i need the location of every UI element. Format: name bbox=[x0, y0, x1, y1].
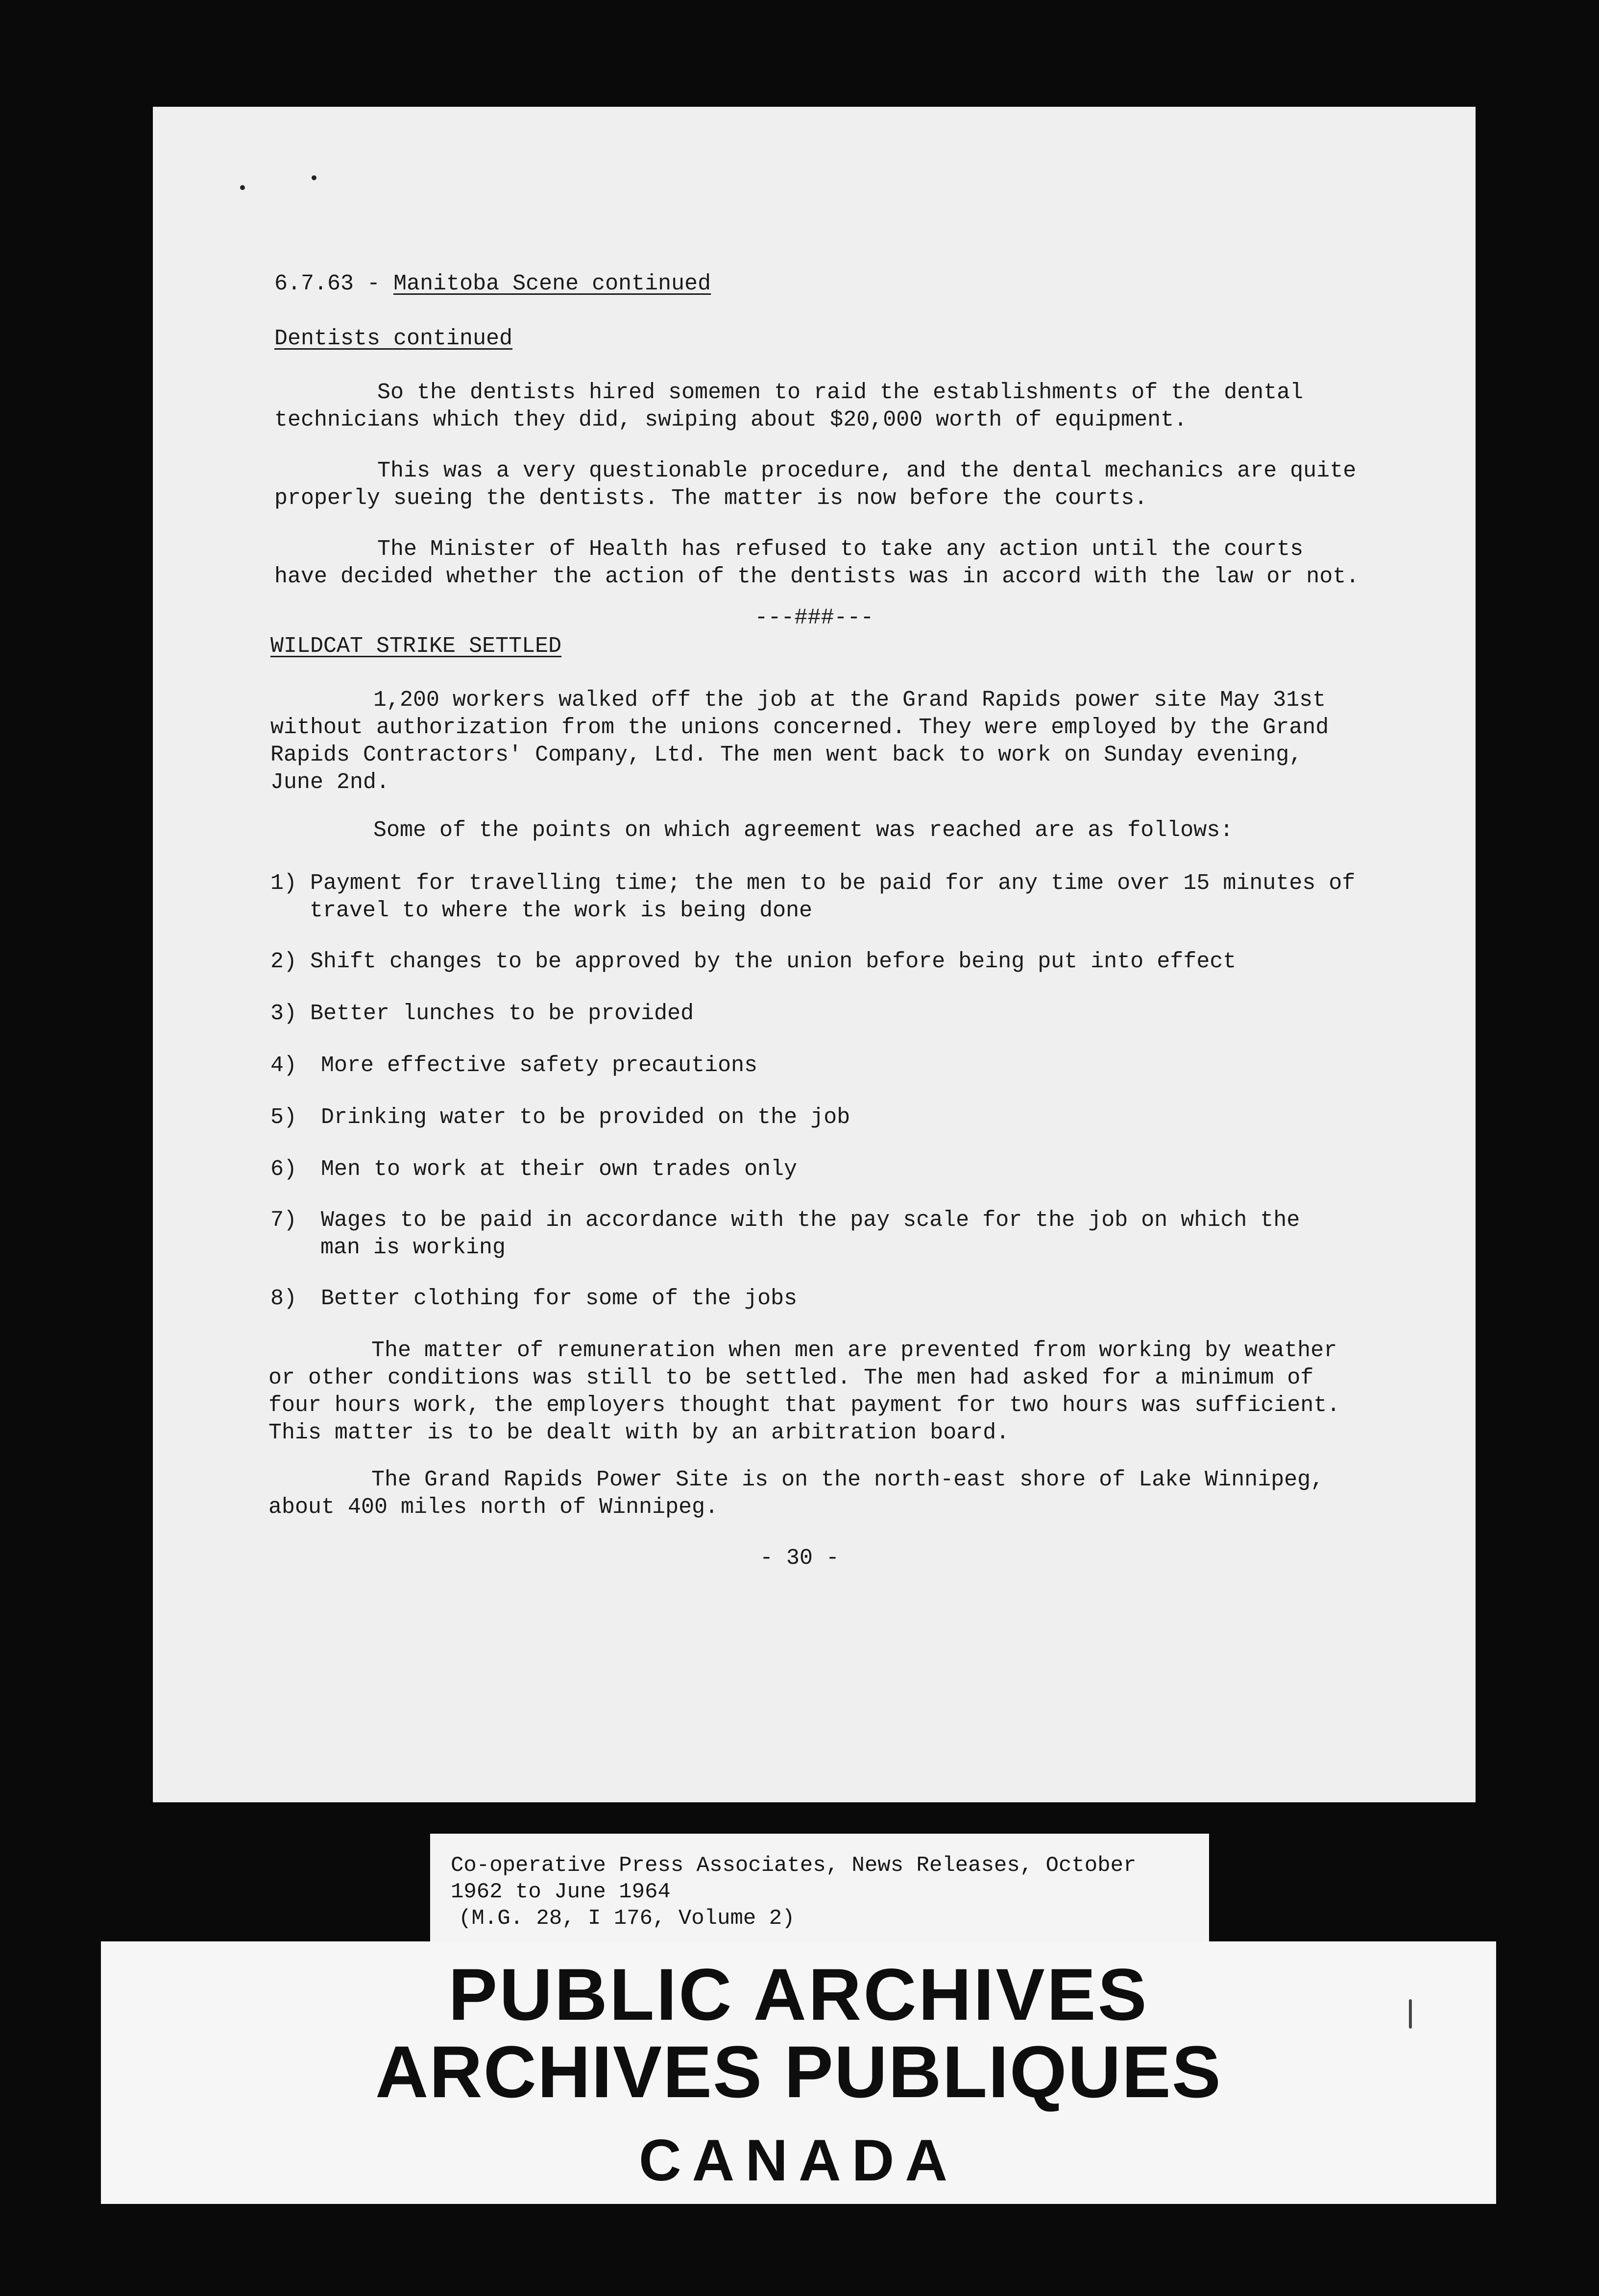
item-text: Men to work at their own trades only bbox=[321, 1157, 798, 1182]
text-line: June 2nd. bbox=[270, 770, 390, 795]
citation-reference: (M.G. 28, I 176, Volume 2) bbox=[459, 1906, 795, 1931]
header-date: 6.7.63 - bbox=[274, 271, 381, 296]
paragraph bbox=[274, 536, 1430, 591]
list-item bbox=[270, 870, 1427, 925]
citation-line: Co-operative Press Associates, News Releases, October bbox=[451, 1853, 1137, 1878]
item-text: travel to where the work is being done bbox=[310, 898, 813, 923]
page-header bbox=[274, 270, 1430, 298]
section-heading-text: Dentists continued bbox=[274, 326, 513, 351]
item-number: 8) bbox=[270, 1286, 297, 1311]
item-number: 3) bbox=[270, 1001, 297, 1026]
banner-title-french: ARCHIVES PUBLIQUES bbox=[375, 2031, 1222, 2113]
paragraph bbox=[274, 457, 1430, 512]
text-line: about 400 miles north of Winnipeg. bbox=[268, 1495, 719, 1520]
punch-mark bbox=[312, 175, 316, 180]
text-line: Rapids Contractors' Company, Ltd. The men went back to work on Sunday evening, bbox=[270, 742, 1303, 767]
list-item bbox=[270, 1285, 1427, 1313]
list-item bbox=[270, 1104, 1427, 1131]
item-text: Drinking water to be provided on the job bbox=[321, 1105, 850, 1130]
text-line: technicians which they did, swiping about $20,000 worth of equipment. bbox=[274, 407, 1187, 432]
paragraph bbox=[274, 379, 1430, 434]
text-line: four hours work, the employers thought that payment for two hours was sufficient. bbox=[268, 1393, 1340, 1418]
item-number: 4) bbox=[270, 1053, 297, 1078]
archives-banner bbox=[101, 1941, 1496, 2204]
text-line: 1,200 workers walked off the job at the Grand Rapids power site May 31st bbox=[373, 688, 1326, 713]
list-item bbox=[270, 948, 1427, 976]
section-separator: ---###--- bbox=[754, 605, 874, 630]
item-number: 6) bbox=[270, 1157, 297, 1182]
paragraph bbox=[268, 1337, 1425, 1447]
item-number: 7) bbox=[270, 1208, 297, 1233]
text-line: have decided whether the action of the dentists was in accord with the law or not. bbox=[274, 564, 1359, 589]
text-line: properly sueing the dentists. The matter is now before the courts. bbox=[274, 486, 1148, 511]
item-number: 1) bbox=[270, 871, 297, 896]
page-number: - 30 - bbox=[759, 1546, 840, 1571]
section-heading-dentists bbox=[274, 325, 1430, 353]
paragraph bbox=[268, 1466, 1425, 1521]
text-line: Some of the points on which agreement was reached are as follows: bbox=[373, 818, 1234, 843]
paragraph bbox=[270, 687, 1427, 796]
citation-line: 1962 to June 1964 bbox=[451, 1880, 671, 1904]
text-line: The Minister of Health has refused to take any action until the courts bbox=[377, 537, 1304, 562]
list-item bbox=[270, 1000, 1427, 1028]
banner-title-english: PUBLIC ARCHIVES bbox=[448, 1953, 1149, 2035]
text-line: This was a very questionable procedure, and the dental mechanics are quite bbox=[377, 458, 1357, 483]
banner-country: CANADA bbox=[639, 2128, 958, 2193]
item-number: 5) bbox=[270, 1105, 297, 1130]
text-line: The Grand Rapids Power Site is on the north-east shore of Lake Winnipeg, bbox=[371, 1467, 1324, 1492]
text-line: or other conditions was still to be settled. The men had asked for a minimum of bbox=[268, 1365, 1314, 1390]
paragraph bbox=[270, 817, 1427, 844]
item-text: Shift changes to be approved by the union before being put into effect bbox=[310, 949, 1236, 974]
item-number: 2) bbox=[270, 949, 297, 974]
text-line: without authorization from the unions concerned. They were employed by the Grand bbox=[270, 715, 1329, 740]
list-item bbox=[270, 1207, 1427, 1262]
item-text: Wages to be paid in accordance with the pay scale for the job on which the bbox=[321, 1208, 1300, 1233]
film-scratch bbox=[1409, 1999, 1412, 2029]
item-text: Payment for travelling time; the men to be paid for any time over 15 minutes of bbox=[310, 871, 1356, 896]
text-line: This matter is to be dealt with by an arbitration board. bbox=[268, 1420, 1010, 1445]
item-text: Better clothing for some of the jobs bbox=[321, 1286, 798, 1311]
section-heading-wildcat bbox=[270, 633, 1427, 660]
list-item bbox=[270, 1052, 1427, 1079]
text-line: The matter of remuneration when men are prevented from working by weather bbox=[371, 1338, 1337, 1363]
punch-mark bbox=[240, 185, 245, 190]
text-line: So the dentists hired somemen to raid the establishments of the dental bbox=[377, 380, 1304, 405]
item-text: Better lunches to be provided bbox=[310, 1001, 694, 1026]
item-text: More effective safety precautions bbox=[321, 1053, 758, 1078]
header-title: Manitoba Scene continued bbox=[393, 271, 711, 296]
section-heading-text: WILDCAT STRIKE SETTLED bbox=[270, 634, 562, 659]
citation-label bbox=[430, 1834, 1209, 1945]
item-text: man is working bbox=[320, 1235, 506, 1260]
list-item bbox=[270, 1156, 1427, 1183]
